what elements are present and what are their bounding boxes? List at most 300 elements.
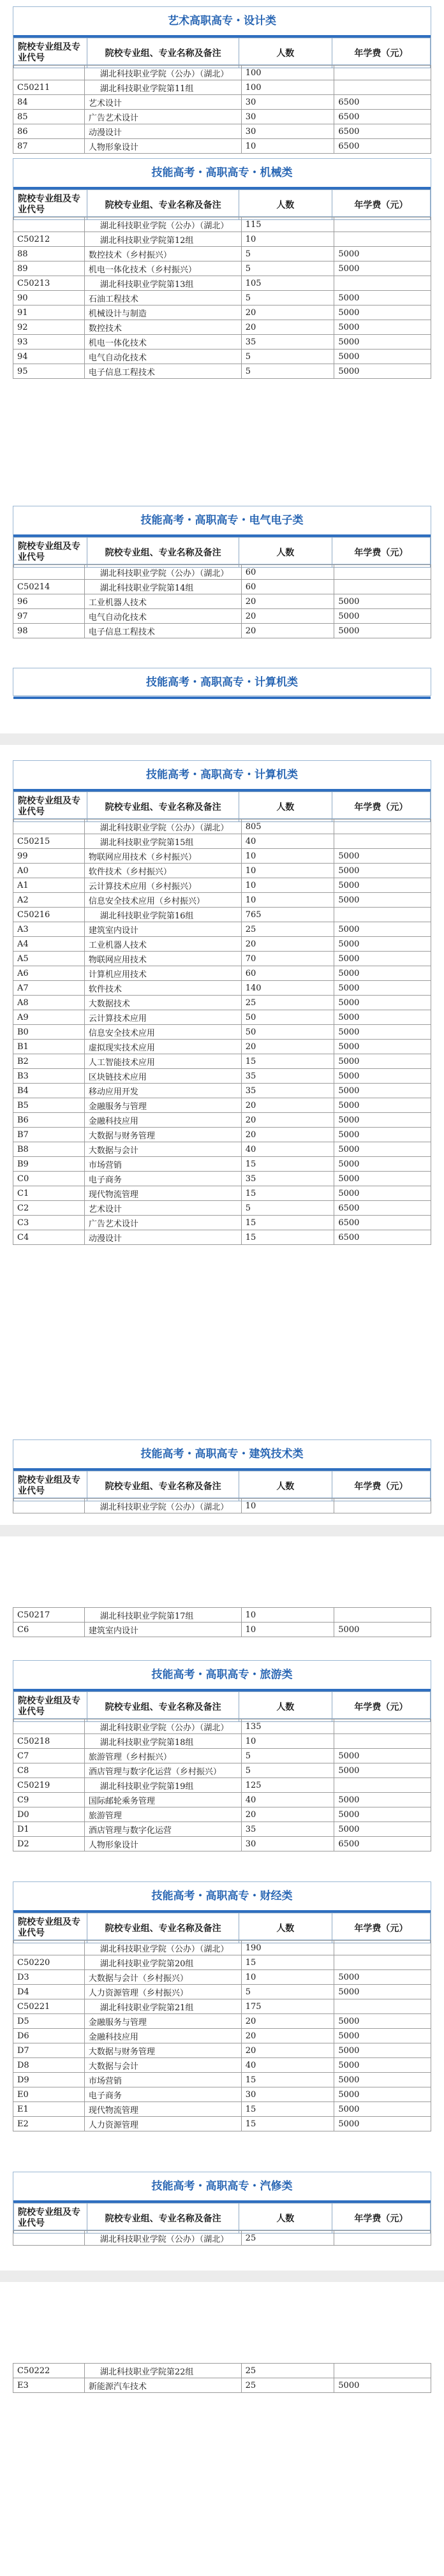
fee-cell: 5000: [334, 1172, 431, 1186]
data-table: [13, 217, 431, 379]
count-cell: 50: [241, 1025, 334, 1040]
count-cell: 25: [241, 2364, 334, 2378]
count-cell: 765: [241, 908, 334, 922]
name-cell: 湖北科技职业学院第13组: [84, 276, 241, 291]
fee-cell: 5000: [334, 2073, 431, 2087]
code-cell: B2: [13, 1054, 85, 1069]
count-cell: 50: [241, 1010, 334, 1025]
table-row: [13, 2087, 431, 2102]
table-row: [13, 2364, 431, 2378]
code-cell: [13, 1719, 85, 1734]
table-row: [13, 966, 431, 981]
fee-cell: [334, 217, 431, 232]
fee-cell: 5000: [334, 2014, 431, 2029]
table-row: [13, 1142, 431, 1157]
name-cell: 湖北科技职业学院第16组: [84, 908, 241, 922]
fee-cell: [334, 2231, 431, 2246]
table-row: [13, 110, 431, 124]
fee-cell: [334, 66, 431, 80]
code-cell: C8: [13, 1763, 85, 1778]
code-cell: C6: [13, 1623, 85, 1637]
fee-cell: 5000: [334, 2058, 431, 2073]
code-cell: D1: [13, 1822, 85, 1837]
table-row: [13, 80, 431, 95]
name-cell: 艺术设计: [84, 1201, 241, 1216]
fee-cell: 5000: [334, 364, 431, 379]
code-cell: 91: [13, 305, 85, 320]
table-row: [13, 1955, 431, 1970]
count-cell: 20: [241, 2043, 334, 2058]
code-cell: [13, 2231, 85, 2246]
code-cell: [13, 217, 85, 232]
table-row: [13, 834, 431, 849]
count-cell: 25: [241, 922, 334, 937]
data-table: [13, 1498, 431, 1513]
code-cell: [13, 565, 85, 580]
name-cell: 现代物流管理: [84, 1186, 241, 1201]
table-row: [13, 2029, 431, 2043]
table-row: [13, 996, 431, 1010]
code-cell: B0: [13, 1025, 85, 1040]
count-cell: 20: [241, 1113, 334, 1128]
code-cell: C1: [13, 1186, 85, 1201]
header-fee: 年学费（元）: [332, 538, 430, 568]
section-card: [13, 6, 431, 65]
header-code: 院校专业组及专业代号: [14, 792, 87, 822]
header-code: 院校专业组及专业代号: [14, 1692, 87, 1722]
fee-cell: 5000: [334, 261, 431, 276]
count-cell: 105: [241, 276, 334, 291]
name-cell: 软件技术: [84, 981, 241, 996]
table-row: [13, 305, 431, 320]
name-cell: 国际邮轮乘务管理: [84, 1793, 241, 1807]
count-cell: 10: [241, 232, 334, 247]
name-cell: 物联网应用技术: [84, 952, 241, 966]
fee-cell: [334, 1955, 431, 1970]
table-row: [13, 1807, 431, 1822]
count-cell: 15: [241, 2073, 334, 2087]
table-row: [13, 893, 431, 908]
count-cell: 5: [241, 1749, 334, 1763]
code-cell: 88: [13, 247, 85, 261]
count-cell: 190: [241, 1941, 334, 1955]
name-cell: 湖北科技职业学院第14组: [84, 580, 241, 594]
table-row: [13, 922, 431, 937]
name-cell: 湖北科技职业学院第15组: [84, 834, 241, 849]
header-count: 人数: [239, 1913, 332, 1943]
fee-cell: [334, 565, 431, 580]
table-row: [13, 217, 431, 232]
count-cell: 70: [241, 952, 334, 966]
table-row: [13, 2102, 431, 2117]
code-cell: C4: [13, 1230, 85, 1245]
data-table: [13, 564, 431, 638]
code-cell: B1: [13, 1040, 85, 1054]
table-row: [13, 1157, 431, 1172]
fee-cell: [334, 1999, 431, 2014]
code-cell: D3: [13, 1970, 85, 1985]
table-row: [13, 364, 431, 379]
fee-cell: 5000: [334, 1763, 431, 1778]
header-code: 院校专业组及专业代号: [14, 190, 87, 220]
fee-cell: 5000: [334, 291, 431, 305]
code-cell: 84: [13, 95, 85, 110]
header-count: 人数: [239, 38, 332, 68]
fee-cell: 5000: [334, 335, 431, 350]
table-row: [13, 1128, 431, 1142]
count-cell: 15: [241, 1955, 334, 1970]
name-cell: 人物形象设计: [84, 139, 241, 154]
name-cell: 人力资源管理（乡村振兴）: [84, 1985, 241, 1999]
code-cell: 90: [13, 291, 85, 305]
count-cell: 20: [241, 1128, 334, 1142]
code-cell: 86: [13, 124, 85, 139]
fee-cell: 6500: [334, 1201, 431, 1216]
header-count: 人数: [239, 2204, 332, 2234]
fee-cell: 5000: [334, 878, 431, 893]
table-row: [13, 1837, 431, 1851]
header-fee: 年学费（元）: [332, 1692, 430, 1722]
fee-cell: 5000: [334, 1142, 431, 1157]
page-separator: [0, 2271, 444, 2282]
count-cell: 15: [241, 2117, 334, 2131]
name-cell: 人工智能技术应用: [84, 1054, 241, 1069]
name-cell: 广告艺术设计: [84, 110, 241, 124]
name-cell: 湖北科技职业学院第21组: [84, 1999, 241, 2014]
count-cell: 30: [241, 95, 334, 110]
table-row: [13, 2073, 431, 2087]
name-cell: 虚拟现实技术应用: [84, 1040, 241, 1054]
fee-cell: 5000: [334, 893, 431, 908]
name-cell: 湖北科技职业学院（公办）（湖北）: [84, 565, 241, 580]
fee-cell: 5000: [334, 2378, 431, 2393]
code-cell: A9: [13, 1010, 85, 1025]
code-cell: 98: [13, 624, 85, 638]
count-cell: 40: [241, 834, 334, 849]
section-card: [13, 1881, 431, 1940]
name-cell: 湖北科技职业学院（公办）（湖北）: [84, 1719, 241, 1734]
section-title: 技能高考・高职高专・汽修类: [13, 2172, 431, 2203]
count-cell: 20: [241, 609, 334, 624]
count-cell: 25: [241, 2231, 334, 2246]
code-cell: B6: [13, 1113, 85, 1128]
name-cell: 金融服务与管理: [84, 1098, 241, 1113]
code-cell: C0: [13, 1172, 85, 1186]
table-row: [13, 1719, 431, 1734]
fee-cell: 5000: [334, 1807, 431, 1822]
header-name: 院校专业组、专业名称及备注: [87, 1913, 239, 1943]
count-cell: 15: [241, 1054, 334, 1069]
name-cell: 大数据技术: [84, 996, 241, 1010]
count-cell: 40: [241, 1142, 334, 1157]
name-cell: 旅游管理: [84, 1807, 241, 1822]
name-cell: 工业机器人技术: [84, 594, 241, 609]
count-cell: 25: [241, 996, 334, 1010]
table-row: [13, 937, 431, 952]
fee-cell: 6500: [334, 139, 431, 154]
code-cell: A0: [13, 864, 85, 878]
code-cell: 89: [13, 261, 85, 276]
code-cell: C50219: [13, 1778, 85, 1793]
table-row: [13, 2058, 431, 2073]
name-cell: 艺术设计: [84, 95, 241, 110]
header-count: 人数: [239, 792, 332, 822]
table-row: [13, 1999, 431, 2014]
header-fee: 年学费（元）: [332, 190, 430, 220]
name-cell: 湖北科技职业学院第22组: [84, 2364, 241, 2378]
table-row: [13, 609, 431, 624]
fee-cell: 5000: [334, 305, 431, 320]
name-cell: 湖北科技职业学院第19组: [84, 1778, 241, 1793]
count-cell: 35: [241, 1822, 334, 1837]
fee-cell: 5000: [334, 966, 431, 981]
name-cell: 湖北科技职业学院（公办）（湖北）: [84, 1941, 241, 1955]
code-cell: [13, 66, 85, 80]
page-separator: [0, 733, 444, 745]
section-title: 艺术高职高专・设计类: [13, 7, 431, 38]
count-cell: 30: [241, 124, 334, 139]
fee-cell: 5000: [334, 1822, 431, 1837]
table-row: [13, 864, 431, 878]
code-cell: C3: [13, 1216, 85, 1230]
count-cell: 125: [241, 1778, 334, 1793]
fee-cell: [334, 1608, 431, 1623]
header-code: 院校专业组及专业代号: [14, 38, 87, 68]
count-cell: 10: [241, 849, 334, 864]
name-cell: 移动应用开发: [84, 1084, 241, 1098]
count-cell: 135: [241, 1719, 334, 1734]
table-row: [13, 565, 431, 580]
header-fee: 年学费（元）: [332, 38, 430, 68]
table-row: [13, 320, 431, 335]
name-cell: 人物形象设计: [84, 1837, 241, 1851]
table-row: [13, 2043, 431, 2058]
header-fee: 年学费（元）: [332, 2204, 430, 2234]
header-name: 院校专业组、专业名称及备注: [87, 190, 239, 220]
name-cell: 区块链技术应用: [84, 1069, 241, 1084]
name-cell: 大数据与财务管理: [84, 1128, 241, 1142]
name-cell: 湖北科技职业学院（公办）（湖北）: [84, 66, 241, 80]
fee-cell: 5000: [334, 937, 431, 952]
name-cell: 云计算技术应用: [84, 1010, 241, 1025]
name-cell: 酒店管理与数字化运营（乡村振兴）: [84, 1763, 241, 1778]
name-cell: 大数据与会计: [84, 2058, 241, 2073]
code-cell: B8: [13, 1142, 85, 1157]
column-header: [13, 2203, 431, 2234]
table-row: [13, 1985, 431, 1999]
name-cell: 湖北科技职业学院第11组: [84, 80, 241, 95]
name-cell: 云计算技术应用（乡村振兴）: [84, 878, 241, 893]
name-cell: 建筑室内设计: [84, 922, 241, 937]
code-cell: 96: [13, 594, 85, 609]
table-row: [13, 291, 431, 305]
code-cell: A5: [13, 952, 85, 966]
name-cell: 湖北科技职业学院（公办）（湖北）: [84, 820, 241, 834]
count-cell: 5: [241, 1763, 334, 1778]
table-row: [13, 1793, 431, 1807]
code-cell: D0: [13, 1807, 85, 1822]
code-cell: 95: [13, 364, 85, 379]
name-cell: 软件技术（乡村振兴）: [84, 864, 241, 878]
name-cell: 电子商务: [84, 2087, 241, 2102]
table-row: [13, 1749, 431, 1763]
table-row: [13, 261, 431, 276]
code-cell: 94: [13, 350, 85, 364]
header-name: 院校专业组、专业名称及备注: [87, 792, 239, 822]
section-title: 技能高考・高职高专・计算机类: [13, 668, 431, 699]
table-row: [13, 1230, 431, 1245]
count-cell: 60: [241, 966, 334, 981]
code-cell: D2: [13, 1837, 85, 1851]
section-card: [13, 158, 431, 217]
data-table: [13, 1607, 431, 1637]
count-cell: 20: [241, 594, 334, 609]
code-cell: 85: [13, 110, 85, 124]
name-cell: 湖北科技职业学院第12组: [84, 232, 241, 247]
header-name: 院校专业组、专业名称及备注: [87, 538, 239, 568]
count-cell: 30: [241, 2087, 334, 2102]
name-cell: 物联网应用技术（乡村振兴）: [84, 849, 241, 864]
code-cell: A1: [13, 878, 85, 893]
section-card: [13, 668, 431, 696]
count-cell: 20: [241, 1807, 334, 1822]
header-name: 院校专业组、专业名称及备注: [87, 38, 239, 68]
table-row: [13, 1970, 431, 1985]
table-row: [13, 878, 431, 893]
code-cell: D8: [13, 2058, 85, 2073]
fee-cell: 5000: [334, 1098, 431, 1113]
fee-cell: 5000: [334, 2087, 431, 2102]
count-cell: 10: [241, 1608, 334, 1623]
count-cell: 5: [241, 261, 334, 276]
table-row: [13, 1172, 431, 1186]
table-row: [13, 594, 431, 609]
table-row: [13, 1822, 431, 1837]
name-cell: 电气自动化技术: [84, 609, 241, 624]
table-row: [13, 952, 431, 966]
fee-cell: [334, 1719, 431, 1734]
code-cell: E2: [13, 2117, 85, 2131]
table-row: [13, 139, 431, 154]
table-row: [13, 124, 431, 139]
name-cell: 人力资源管理: [84, 2117, 241, 2131]
table-row: [13, 1084, 431, 1098]
fee-cell: 5000: [334, 1010, 431, 1025]
table-row: [13, 2231, 431, 2246]
code-cell: B7: [13, 1128, 85, 1142]
table-row: [13, 1499, 431, 1513]
table-row: [13, 1098, 431, 1113]
table-row: [13, 1054, 431, 1069]
table-row: [13, 849, 431, 864]
table-row: [13, 1778, 431, 1793]
table-row: [13, 1608, 431, 1623]
section-card: [13, 2172, 431, 2230]
table-row: [13, 1623, 431, 1637]
name-cell: 大数据与财务管理: [84, 2043, 241, 2058]
count-cell: 10: [241, 1623, 334, 1637]
header-code: 院校专业组及专业代号: [14, 1471, 87, 1501]
count-cell: 10: [241, 1970, 334, 1985]
header-fee: 年学费（元）: [332, 1913, 430, 1943]
count-cell: 35: [241, 1069, 334, 1084]
name-cell: 动漫设计: [84, 124, 241, 139]
fee-cell: 5000: [334, 996, 431, 1010]
count-cell: 60: [241, 580, 334, 594]
header-name: 院校专业组、专业名称及备注: [87, 1692, 239, 1722]
header-count: 人数: [239, 1471, 332, 1501]
column-header: [13, 1691, 431, 1722]
code-cell: A2: [13, 893, 85, 908]
fee-cell: 5000: [334, 2117, 431, 2131]
count-cell: 175: [241, 1999, 334, 2014]
count-cell: 5: [241, 247, 334, 261]
count-cell: 35: [241, 1084, 334, 1098]
count-cell: 25: [241, 2378, 334, 2393]
table-row: [13, 1113, 431, 1128]
count-cell: 20: [241, 2014, 334, 2029]
fee-cell: 5000: [334, 1025, 431, 1040]
code-cell: C50211: [13, 80, 85, 95]
table-row: [13, 1025, 431, 1040]
fee-cell: [334, 1734, 431, 1749]
table-row: [13, 276, 431, 291]
fee-cell: 5000: [334, 981, 431, 996]
code-cell: E3: [13, 2378, 85, 2393]
data-table: [13, 1940, 431, 2131]
count-cell: 10: [241, 1734, 334, 1749]
name-cell: 工业机器人技术: [84, 937, 241, 952]
fee-cell: 6500: [334, 1216, 431, 1230]
count-cell: 20: [241, 2029, 334, 2043]
code-cell: [13, 1941, 85, 1955]
fee-cell: [334, 908, 431, 922]
code-cell: B4: [13, 1084, 85, 1098]
code-cell: C50217: [13, 1608, 85, 1623]
column-header: [13, 791, 431, 822]
fee-cell: 5000: [334, 864, 431, 878]
fee-cell: 5000: [334, 1985, 431, 1999]
code-cell: 93: [13, 335, 85, 350]
code-cell: C50215: [13, 834, 85, 849]
fee-cell: 5000: [334, 624, 431, 638]
name-cell: 机械设计与制造: [84, 305, 241, 320]
count-cell: 10: [241, 878, 334, 893]
section-card: [13, 1439, 431, 1498]
fee-cell: 5000: [334, 2029, 431, 2043]
header-count: 人数: [239, 538, 332, 568]
code-cell: 87: [13, 139, 85, 154]
name-cell: 市场营销: [84, 1157, 241, 1172]
section-title: 技能高考・高职高专・旅游类: [13, 1661, 431, 1691]
table-row: [13, 1010, 431, 1025]
count-cell: 20: [241, 320, 334, 335]
name-cell: 电子商务: [84, 1172, 241, 1186]
fee-cell: 6500: [334, 1230, 431, 1245]
name-cell: 大数据与会计（乡村振兴）: [84, 1970, 241, 1985]
fee-cell: 5000: [334, 922, 431, 937]
header-count: 人数: [239, 1692, 332, 1722]
name-cell: 动漫设计: [84, 1230, 241, 1245]
code-cell: 97: [13, 609, 85, 624]
name-cell: 电气自动化技术: [84, 350, 241, 364]
name-cell: 机电一体化技术: [84, 335, 241, 350]
data-table: [13, 819, 431, 1245]
table-row: [13, 1216, 431, 1230]
name-cell: 旅游管理（乡村振兴）: [84, 1749, 241, 1763]
fee-cell: 5000: [334, 1084, 431, 1098]
name-cell: 湖北科技职业学院第20组: [84, 1955, 241, 1970]
